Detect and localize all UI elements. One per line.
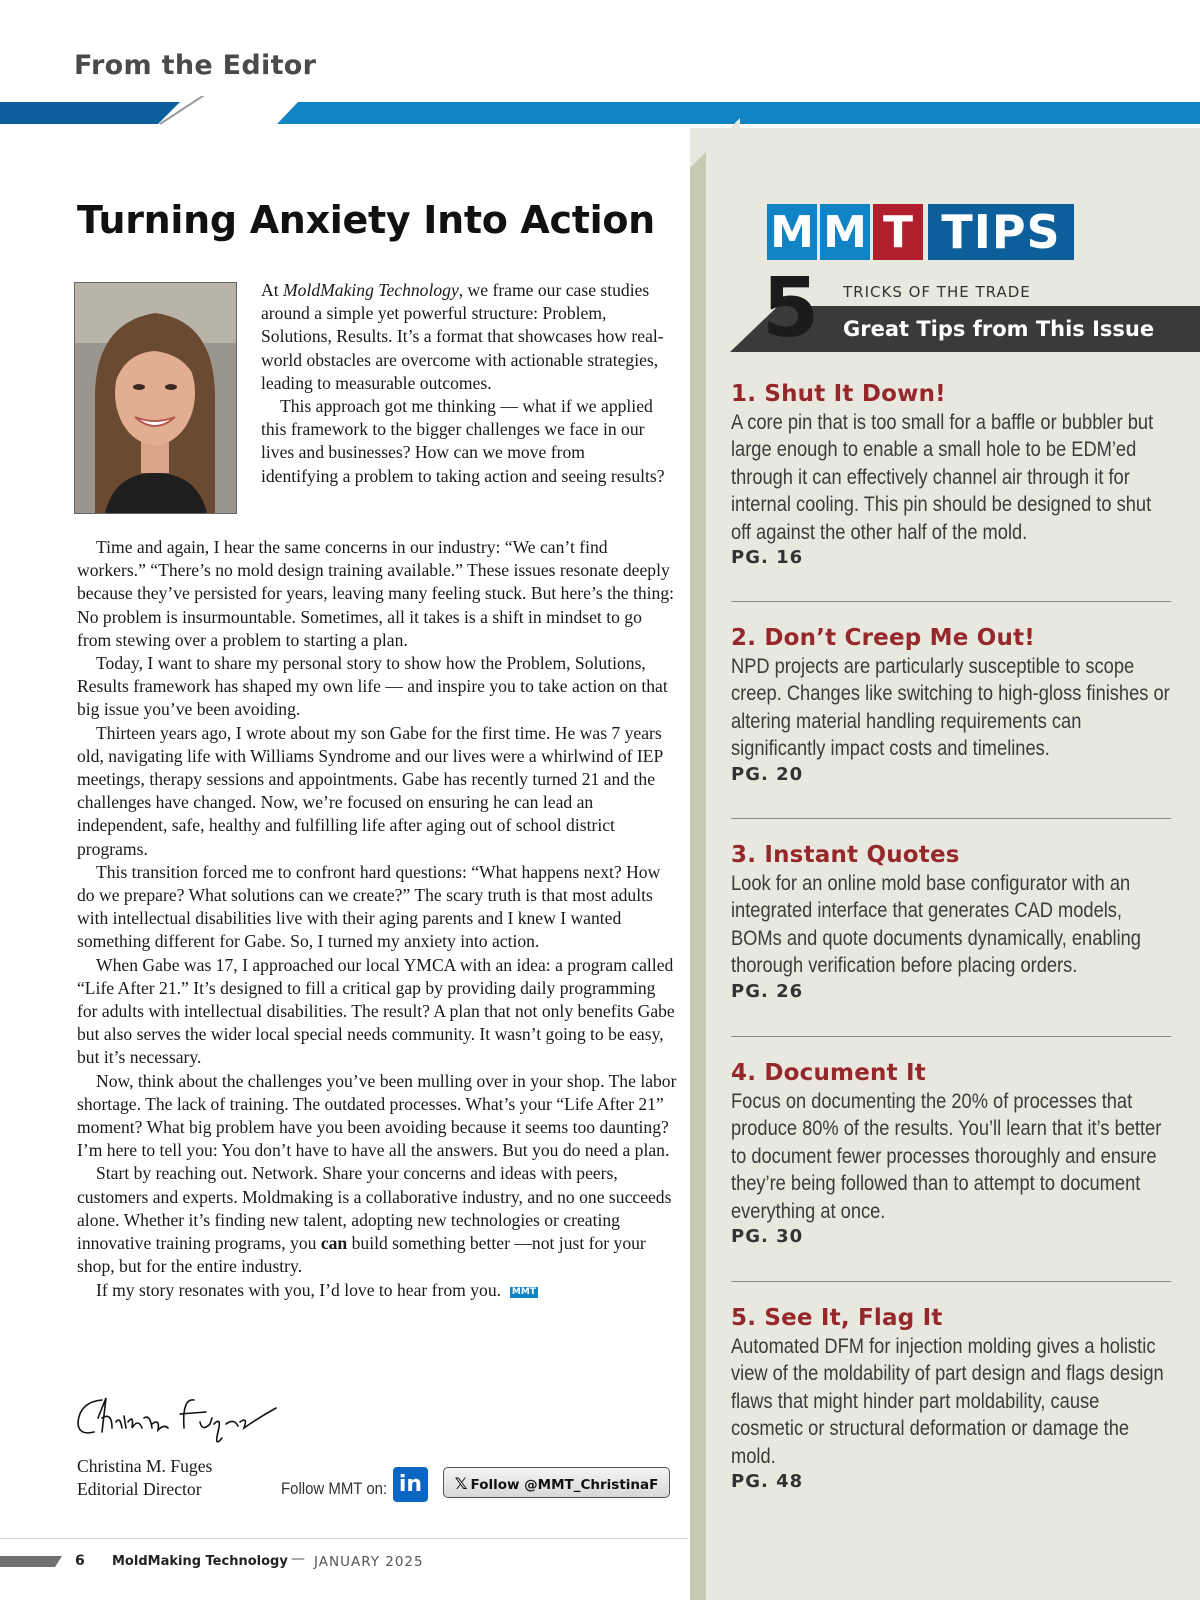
tip-title: 2. Don’t Creep Me Out!: [731, 625, 1035, 651]
tip-body: NPD projects are particularly susceptible to scope creep. Changes like switching to high-gloss finishes or altering material handling requirements can significantly impact costs and timelines.: [731, 655, 1170, 761]
page-number: 6: [75, 1553, 85, 1569]
tip-item: [731, 842, 1171, 1002]
header-band: [0, 96, 1200, 130]
tips-banner-text: Great Tips from This Issue: [843, 317, 1155, 341]
tip-item: [731, 381, 1171, 568]
footer-rule: [0, 1538, 688, 1539]
publication-name: MoldMaking Technology: [112, 1554, 288, 1569]
author-role: Editorial Director: [77, 1479, 202, 1499]
paragraph-9: Start by reaching out. Network. Share your concerns and ideas with peers, customers and experts. Moldmaking is a collaborative industry, and no one succeeds alone. Whether it’s finding new talent, adopting new technologies or creating innovative training programs, you can build something better —not just for your shop, but for the entire industry.: [77, 1163, 672, 1277]
tip-title: 5. See It, Flag It: [731, 1305, 943, 1331]
tip-page: PG. 48: [731, 1471, 804, 1493]
author-name: Christina M. Fuges: [77, 1456, 213, 1476]
tip-body: Automated DFM for injection molding gives a holistic view of the moldability of part design and flags design flaws that might hinder part moldability, cause cosmetic or structural deformation or damage the mold.: [731, 1335, 1164, 1468]
paragraph-intro: At MoldMaking Technology, we frame our case studies around a simple yet powerful structure: Problem, Solutions, Results. It’s a format that showcases how real-world obstacles are overcome with actionable strategies, leading to measurable outcomes.: [261, 280, 664, 393]
logo-word: TIPS: [928, 204, 1074, 260]
sidebar-corner: [690, 118, 740, 170]
issue-date: JANUARY 2025: [314, 1554, 424, 1570]
tip-item: [731, 625, 1171, 785]
paragraph-10: If my story resonates with you, I’d love to hear from you. MMT: [96, 1279, 536, 1300]
article-title: Turning Anxiety Into Action: [77, 198, 655, 242]
tip-title: 3. Instant Quotes: [731, 842, 960, 868]
tips-number: 5: [762, 261, 820, 356]
paragraph-2: This approach got me thinking — what if we applied this framework to the bigger challenges we face in our lives and businesses? How can we move from identifying a problem to taking action and seeing results?: [261, 396, 665, 486]
linkedin-icon[interactable]: in: [393, 1467, 428, 1502]
tip-divider: [731, 1036, 1171, 1037]
article-column-top: [261, 279, 665, 488]
tips-subtitle: TRICKS OF THE TRADE: [843, 283, 1031, 301]
footer-bar: [0, 1556, 62, 1567]
tip-page: PG. 20: [731, 763, 804, 785]
paragraph-7: When Gabe was 17, I approached our local YMCA with an idea: a program called “Life After 21.” It’s designed to fill a critical gap by providing daily programming for adults with intellectual disabilities. The result? A plan that not only benefits Gabe but also serves the wider local special needs community. It wasn’t going to be easy, but it’s necessary.: [77, 954, 675, 1068]
end-mark-logo: MMT: [511, 1286, 536, 1297]
tip-item: [731, 1060, 1171, 1247]
tip-page: PG. 16: [731, 547, 804, 569]
article-column-full: [77, 536, 677, 1302]
paragraph-4: Today, I want to share my personal story to show how the Problem, Solutions, Results framework has shaped my own life — and inspire you to take action on that big issue you’ve been avoiding.: [77, 653, 668, 720]
tip-title: 1. Shut It Down!: [731, 381, 946, 407]
tip-divider: [731, 1281, 1171, 1282]
paragraph-3: Time and again, I hear the same concerns in our industry: “We can’t find workers.” “There’s no mold design training available.” These issues resonate deeply because they’ve persisted for years, leaving many feeling stuck. But here’s the thing: No problem is insurmountable. Sometimes, all it takes is a shift in mindset to go from stewing over a problem to starting a plan.: [77, 537, 675, 650]
logo-letter-m1: M: [767, 204, 817, 260]
paragraph-6: This transition forced me to confront hard questions: “What happens next? How do we prepare? What solutions can we create?” The scary truth is that most adults with intellectual disabilities live with their aging parents and I knew I wanted something different for Gabe. So, I turned my anxiety into action.: [77, 861, 661, 952]
header-band-left: [0, 102, 180, 124]
tip-body: Focus on documenting the 20% of processes that produce 80% of the results. You’ll learn that it’s better to document fewer processes thoroughly and ensure they’re being followed than to attempt to document everything at once.: [731, 1090, 1162, 1223]
tip-title: 4. Document It: [731, 1060, 926, 1086]
sidebar-edge: [690, 168, 706, 1600]
tip-item: [731, 1305, 1171, 1492]
follow-label: Follow MMT on:: [281, 1479, 388, 1498]
paragraph-5: Thirteen years ago, I wrote about my son Gabe for the first time. He was 7 years old, navigating life with Williams Syndrome and our lives were a whirlwind of IEP meetings, therapy sessions and appointments. Gabe has recently turned 21 and the challenges have changed. Now, we’re focused on ensuring he can lead an independent, safe, healthy and fulfilling life after aging out of school district programs.: [77, 722, 663, 859]
follow-x-button[interactable]: 𝕏 Follow @MMT_ChristinaF: [443, 1467, 670, 1498]
footer-separator: —: [291, 1551, 305, 1567]
x-logo-icon: 𝕏: [454, 1474, 468, 1493]
tip-body: Look for an online mold base configurator with an integrated interface that generates CAD models, BOMs and quote documents dynamically, enabling thorough verification before placing orders.: [731, 872, 1141, 978]
paragraph-8: Now, think about the challenges you’ve been mulling over in your shop. The labor shortage. The lack of training. The outdated processes. What’s your “Life After 21” moment? What big problem have you been avoiding because it seems too daunting? I’m here to tell you: You don’t have to have all the answers. But you do need a plan.: [77, 1070, 677, 1161]
mmt-tips-logo: [767, 204, 1074, 260]
logo-letter-t: T: [873, 204, 923, 260]
tip-page: PG. 30: [731, 1226, 804, 1248]
tip-body: A core pin that is too small for a baffle or bubbler but large enough to enable a small hole to be EDM’ed through it can effectively channel air through it for internal cooling. This pin should be designed to shut off against the other half of the mold.: [731, 411, 1154, 544]
author-photo: [74, 282, 237, 514]
section-label: From the Editor: [74, 50, 317, 81]
logo-letter-m2: M: [820, 204, 870, 260]
tip-divider: [731, 601, 1171, 602]
signature: [72, 1388, 292, 1448]
tip-page: PG. 26: [731, 980, 804, 1002]
tip-divider: [731, 818, 1171, 819]
publication-italic: MoldMaking Technology: [283, 280, 459, 300]
